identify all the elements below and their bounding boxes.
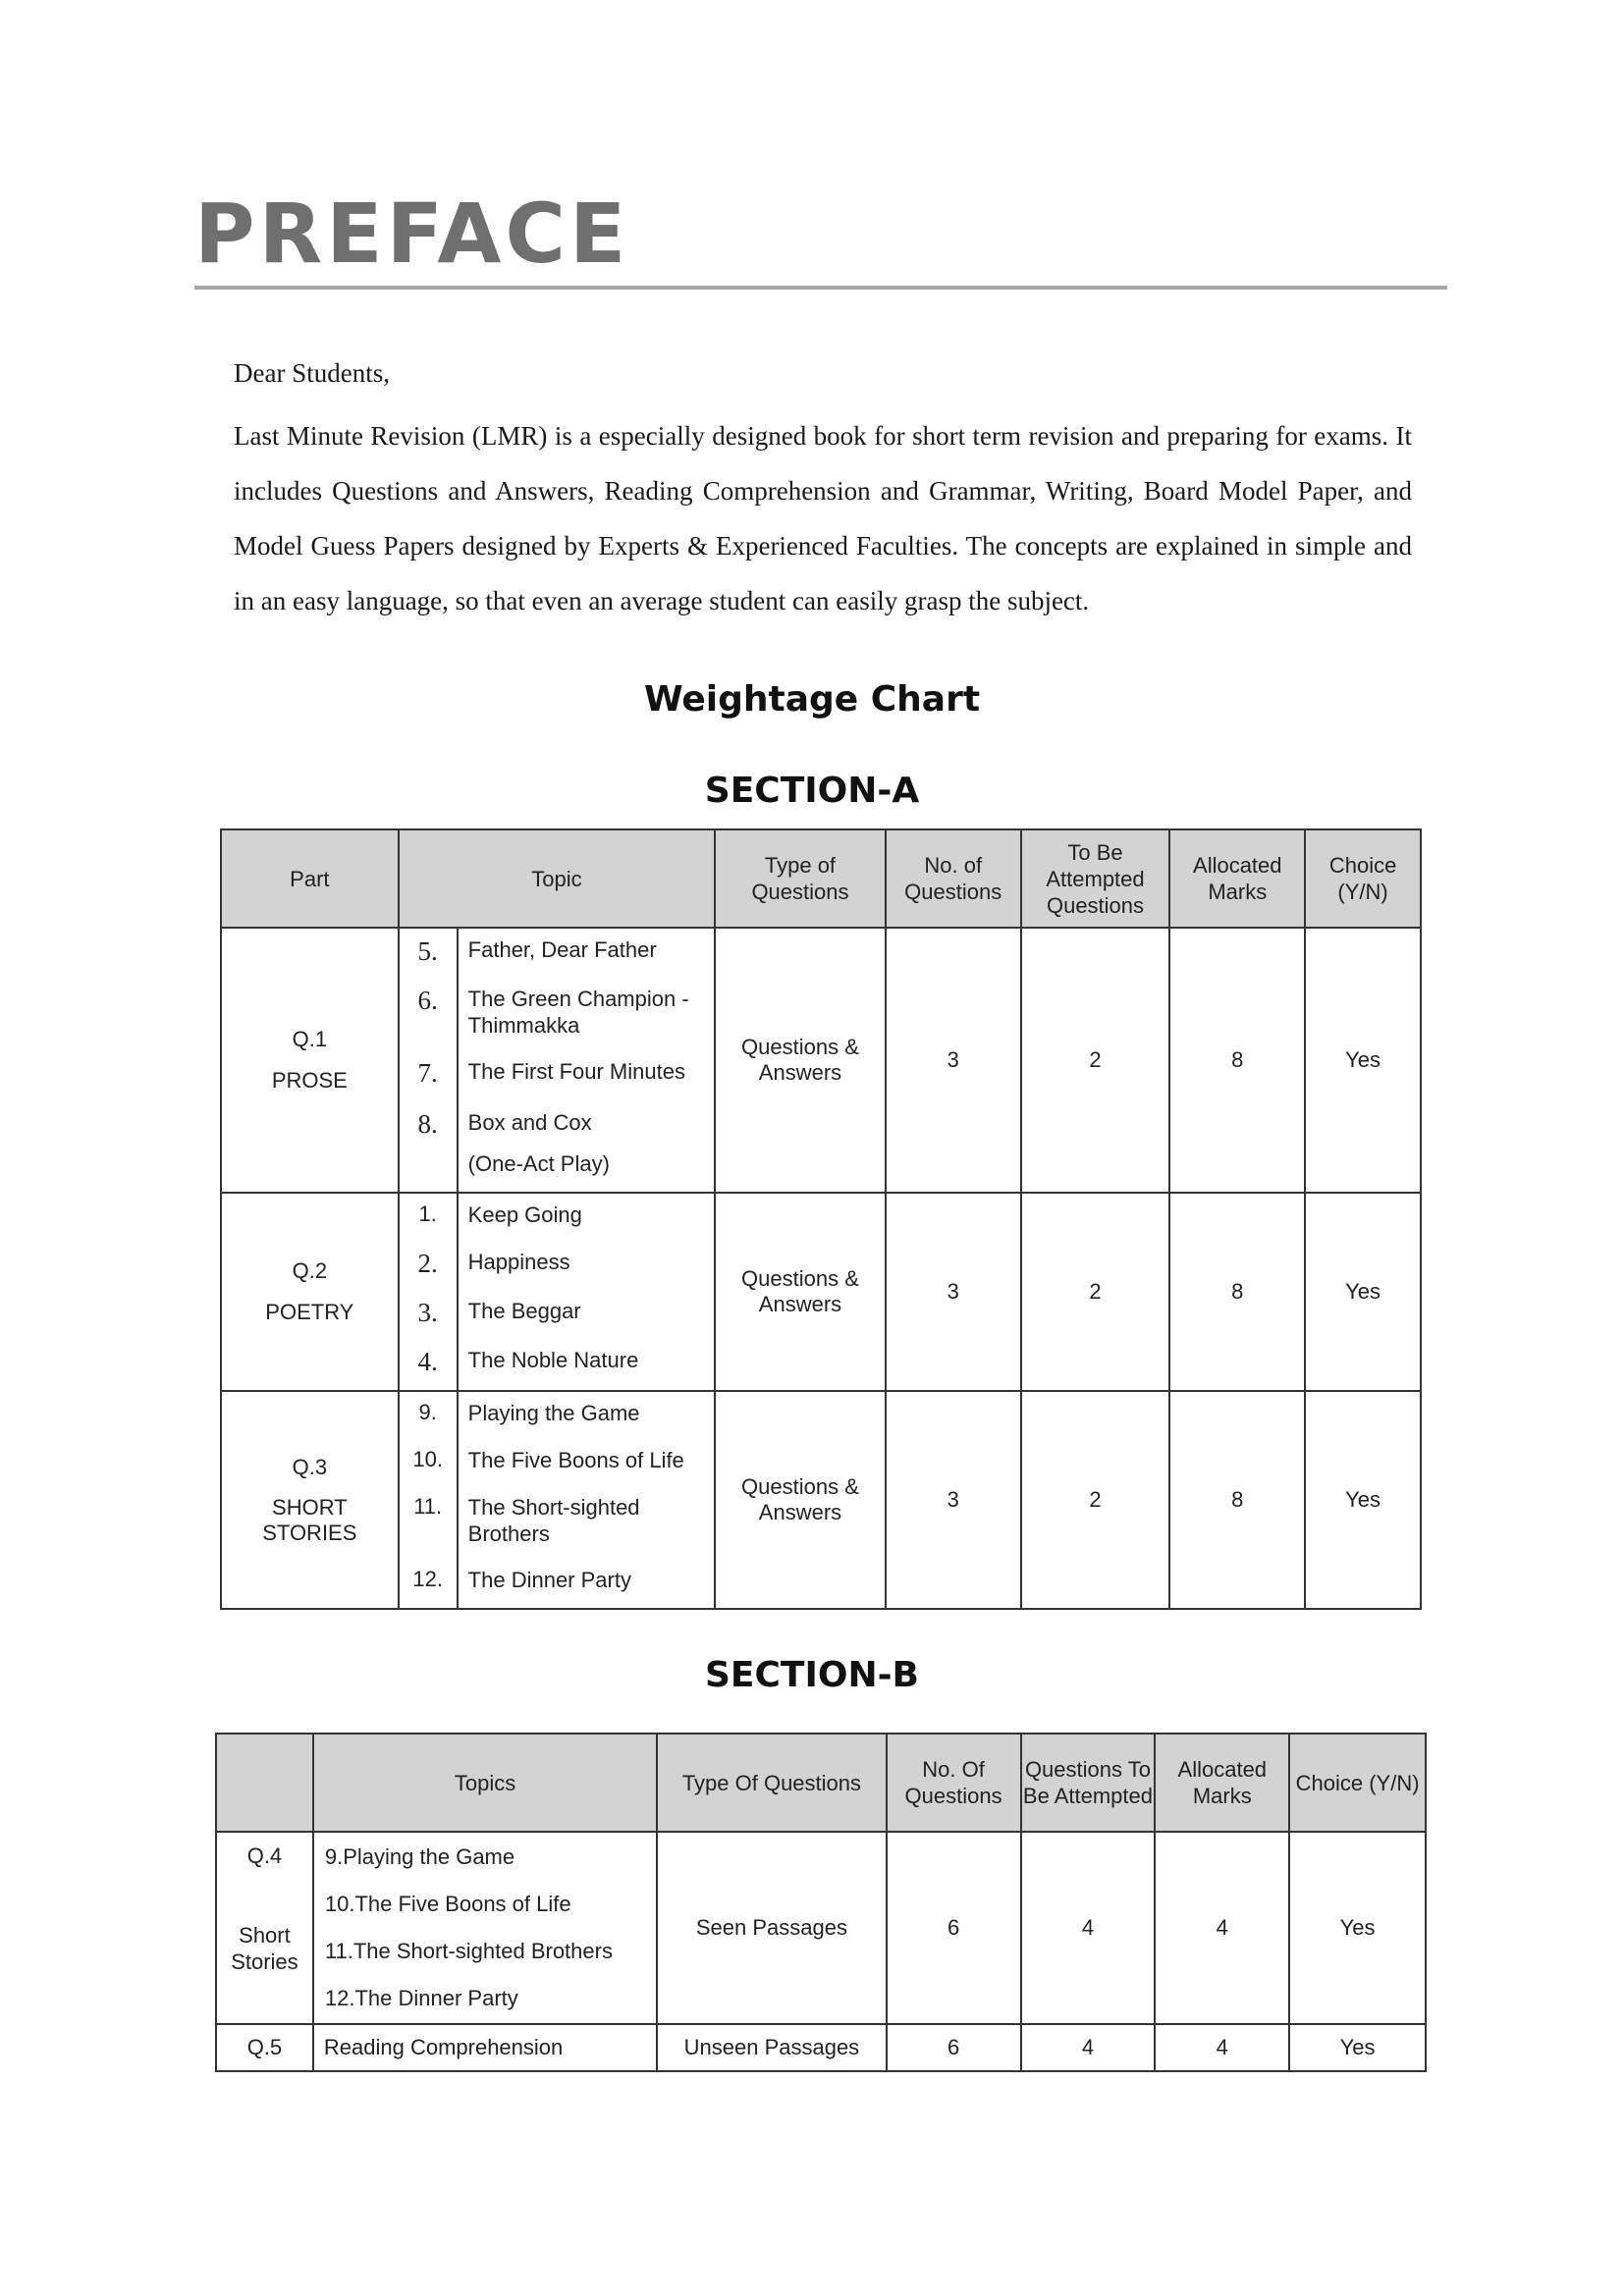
greeting: Dear Students, [234,358,390,388]
part-label: PROSE [271,1068,348,1093]
choice-cell: Yes [1305,1193,1421,1391]
topic-title: Happiness [467,1250,570,1274]
table-row [221,928,1421,1193]
part-label: Short Stories [231,1923,298,1974]
list-item [400,1201,714,1249]
intro-paragraph: Last Minute Revision (LMR) is a especially designed book for short term revision and preparing for exams. It includes Questions and Answers, Reading Comprehension and Grammar, Writing, Board Model Paper, and Model Guess Papers designed by Experts & Experienced Faculties. The concepts are explained in simple and in an easy language, so that even an average student can easily grasp the subject. [234,421,1412,615]
type-cell: Questions & Answers [715,1193,886,1391]
choice-cell: Yes [1289,1832,1426,2024]
topic-number: 8. [417,1109,438,1139]
attempted-cell: 4 [1021,1832,1156,2024]
section-a-title: SECTION-A [704,771,920,811]
topic-title: The Dinner Party [467,1568,631,1592]
topic-number: 11. [413,1494,443,1519]
topic-title: (One-Act Play) [467,1151,610,1176]
question-number: Q.2 [292,1258,328,1283]
table-row [216,1832,1426,2024]
list-item: 11.The Short-sighted Brothers [324,1939,613,1963]
header-no-questions: No. of Questions [886,829,1021,928]
topic-title: The Noble Nature [467,1348,639,1372]
list-item [400,936,714,986]
topic-number: 2. [417,1249,438,1278]
chart-title: Weightage Chart [643,679,981,720]
part-cell [221,1193,399,1391]
question-number: Q.3 [292,1454,328,1479]
list-item: 12.The Dinner Party [324,1986,518,2010]
section-a-table [220,828,1422,1610]
topic-cell [399,1391,715,1609]
topic-title: The Short-sighted Brothers [467,1495,640,1546]
table-row [216,2024,1426,2071]
no-questions-cell: 3 [886,928,1021,1193]
type-cell: Seen Passages [657,1832,886,2024]
topic-title: The First Four Minutes [467,1059,685,1084]
marks-cell: 4 [1155,1832,1289,2024]
topic-title: Keep Going [467,1202,582,1227]
section-b-title: SECTION-B [704,1655,919,1695]
type-cell: Questions & Answers [715,1391,886,1609]
topic-title: Father, Dear Father [467,937,657,962]
list-item: 10.The Five Boons of Life [324,1892,571,1916]
list-item [400,1494,714,1567]
part-cell [221,1391,399,1609]
question-number: Q.4 [246,1843,283,1868]
header-part [216,1734,313,1832]
header-choice: Choice (Y/N) [1289,1734,1426,1832]
list-item [400,1447,714,1494]
topic-title: The Green Champion - Thimmakka [467,987,689,1038]
section-a-header-row [221,829,1421,928]
topic-number: 4. [417,1347,438,1376]
part-cell [216,1832,313,2024]
header-topic: Topic [399,829,715,928]
header-no-questions: No. Of Questions [887,1734,1021,1832]
attempted-cell: 2 [1021,1391,1170,1609]
table-row [221,1193,1421,1391]
no-questions-cell: 6 [887,1832,1021,2024]
no-questions-cell: 3 [886,1391,1021,1609]
list-item [400,986,714,1058]
header-topics: Topics [313,1734,657,1832]
attempted-cell: 2 [1021,928,1170,1193]
list-item [400,1347,714,1382]
list-item [400,1109,714,1150]
header-choice: Choice (Y/N) [1305,829,1421,928]
no-questions-cell: 3 [886,1193,1021,1391]
part-cell: Q.5 [216,2024,313,2071]
list-item [400,1150,714,1184]
choice-cell: Yes [1305,928,1421,1193]
header-attempted: To Be Attempted Questions [1021,829,1170,928]
topic-cell [313,1832,657,2024]
topic-title: Playing the Game [467,1401,640,1425]
topic-cell [399,1193,715,1391]
page-title: PREFACE [194,186,630,282]
topic-title: The Five Boons of Life [467,1448,684,1472]
title-underline [194,286,1447,290]
no-questions-cell: 6 [887,2024,1021,2071]
part-label: SHORT STORIES [262,1494,357,1545]
header-part: Part [221,829,399,928]
part-label: POETRY [265,1300,354,1324]
list-item [400,1298,714,1347]
section-b-table [215,1733,1427,2072]
topic-number: 1. [418,1201,437,1226]
marks-cell: 8 [1169,928,1305,1193]
intro-text [234,346,1412,628]
header-attempted: Questions To Be Attempted [1021,1734,1156,1832]
topic-cell [399,928,715,1193]
header-marks: Allocated Marks [1169,829,1305,928]
header-type: Type Of Questions [657,1734,886,1832]
list-item [400,1058,714,1109]
list-item [400,1567,714,1600]
attempted-cell: 4 [1021,2024,1156,2071]
choice-cell: Yes [1305,1391,1421,1609]
marks-cell: 8 [1169,1391,1305,1609]
topic-title: The Beggar [467,1299,581,1323]
choice-cell: Yes [1289,2024,1426,2071]
marks-cell: 8 [1169,1193,1305,1391]
topic-title: Box and Cox [467,1110,592,1135]
list-item [400,1249,714,1298]
topic-number: 10. [412,1447,443,1471]
attempted-cell: 2 [1021,1193,1170,1391]
header-marks: Allocated Marks [1155,1734,1289,1832]
topic-number: 3. [417,1298,438,1327]
marks-cell: 4 [1155,2024,1289,2071]
list-item: 9.Playing the Game [324,1844,515,1869]
list-item [400,1400,714,1447]
header-type: Type of Questions [715,829,886,928]
table-row [221,1391,1421,1609]
section-b-header-row [216,1734,1426,1832]
topic-number: 7. [417,1058,438,1088]
topic-number: 12. [412,1567,443,1591]
type-cell: Unseen Passages [657,2024,886,2071]
part-cell [221,928,399,1193]
topic-number: 5. [417,936,438,966]
type-cell: Questions & Answers [715,928,886,1193]
topic-number: 9. [418,1400,437,1424]
question-number: Q.1 [292,1027,328,1051]
topic-number: 6. [417,986,438,1015]
topic-cell: Reading Comprehension [313,2024,657,2071]
